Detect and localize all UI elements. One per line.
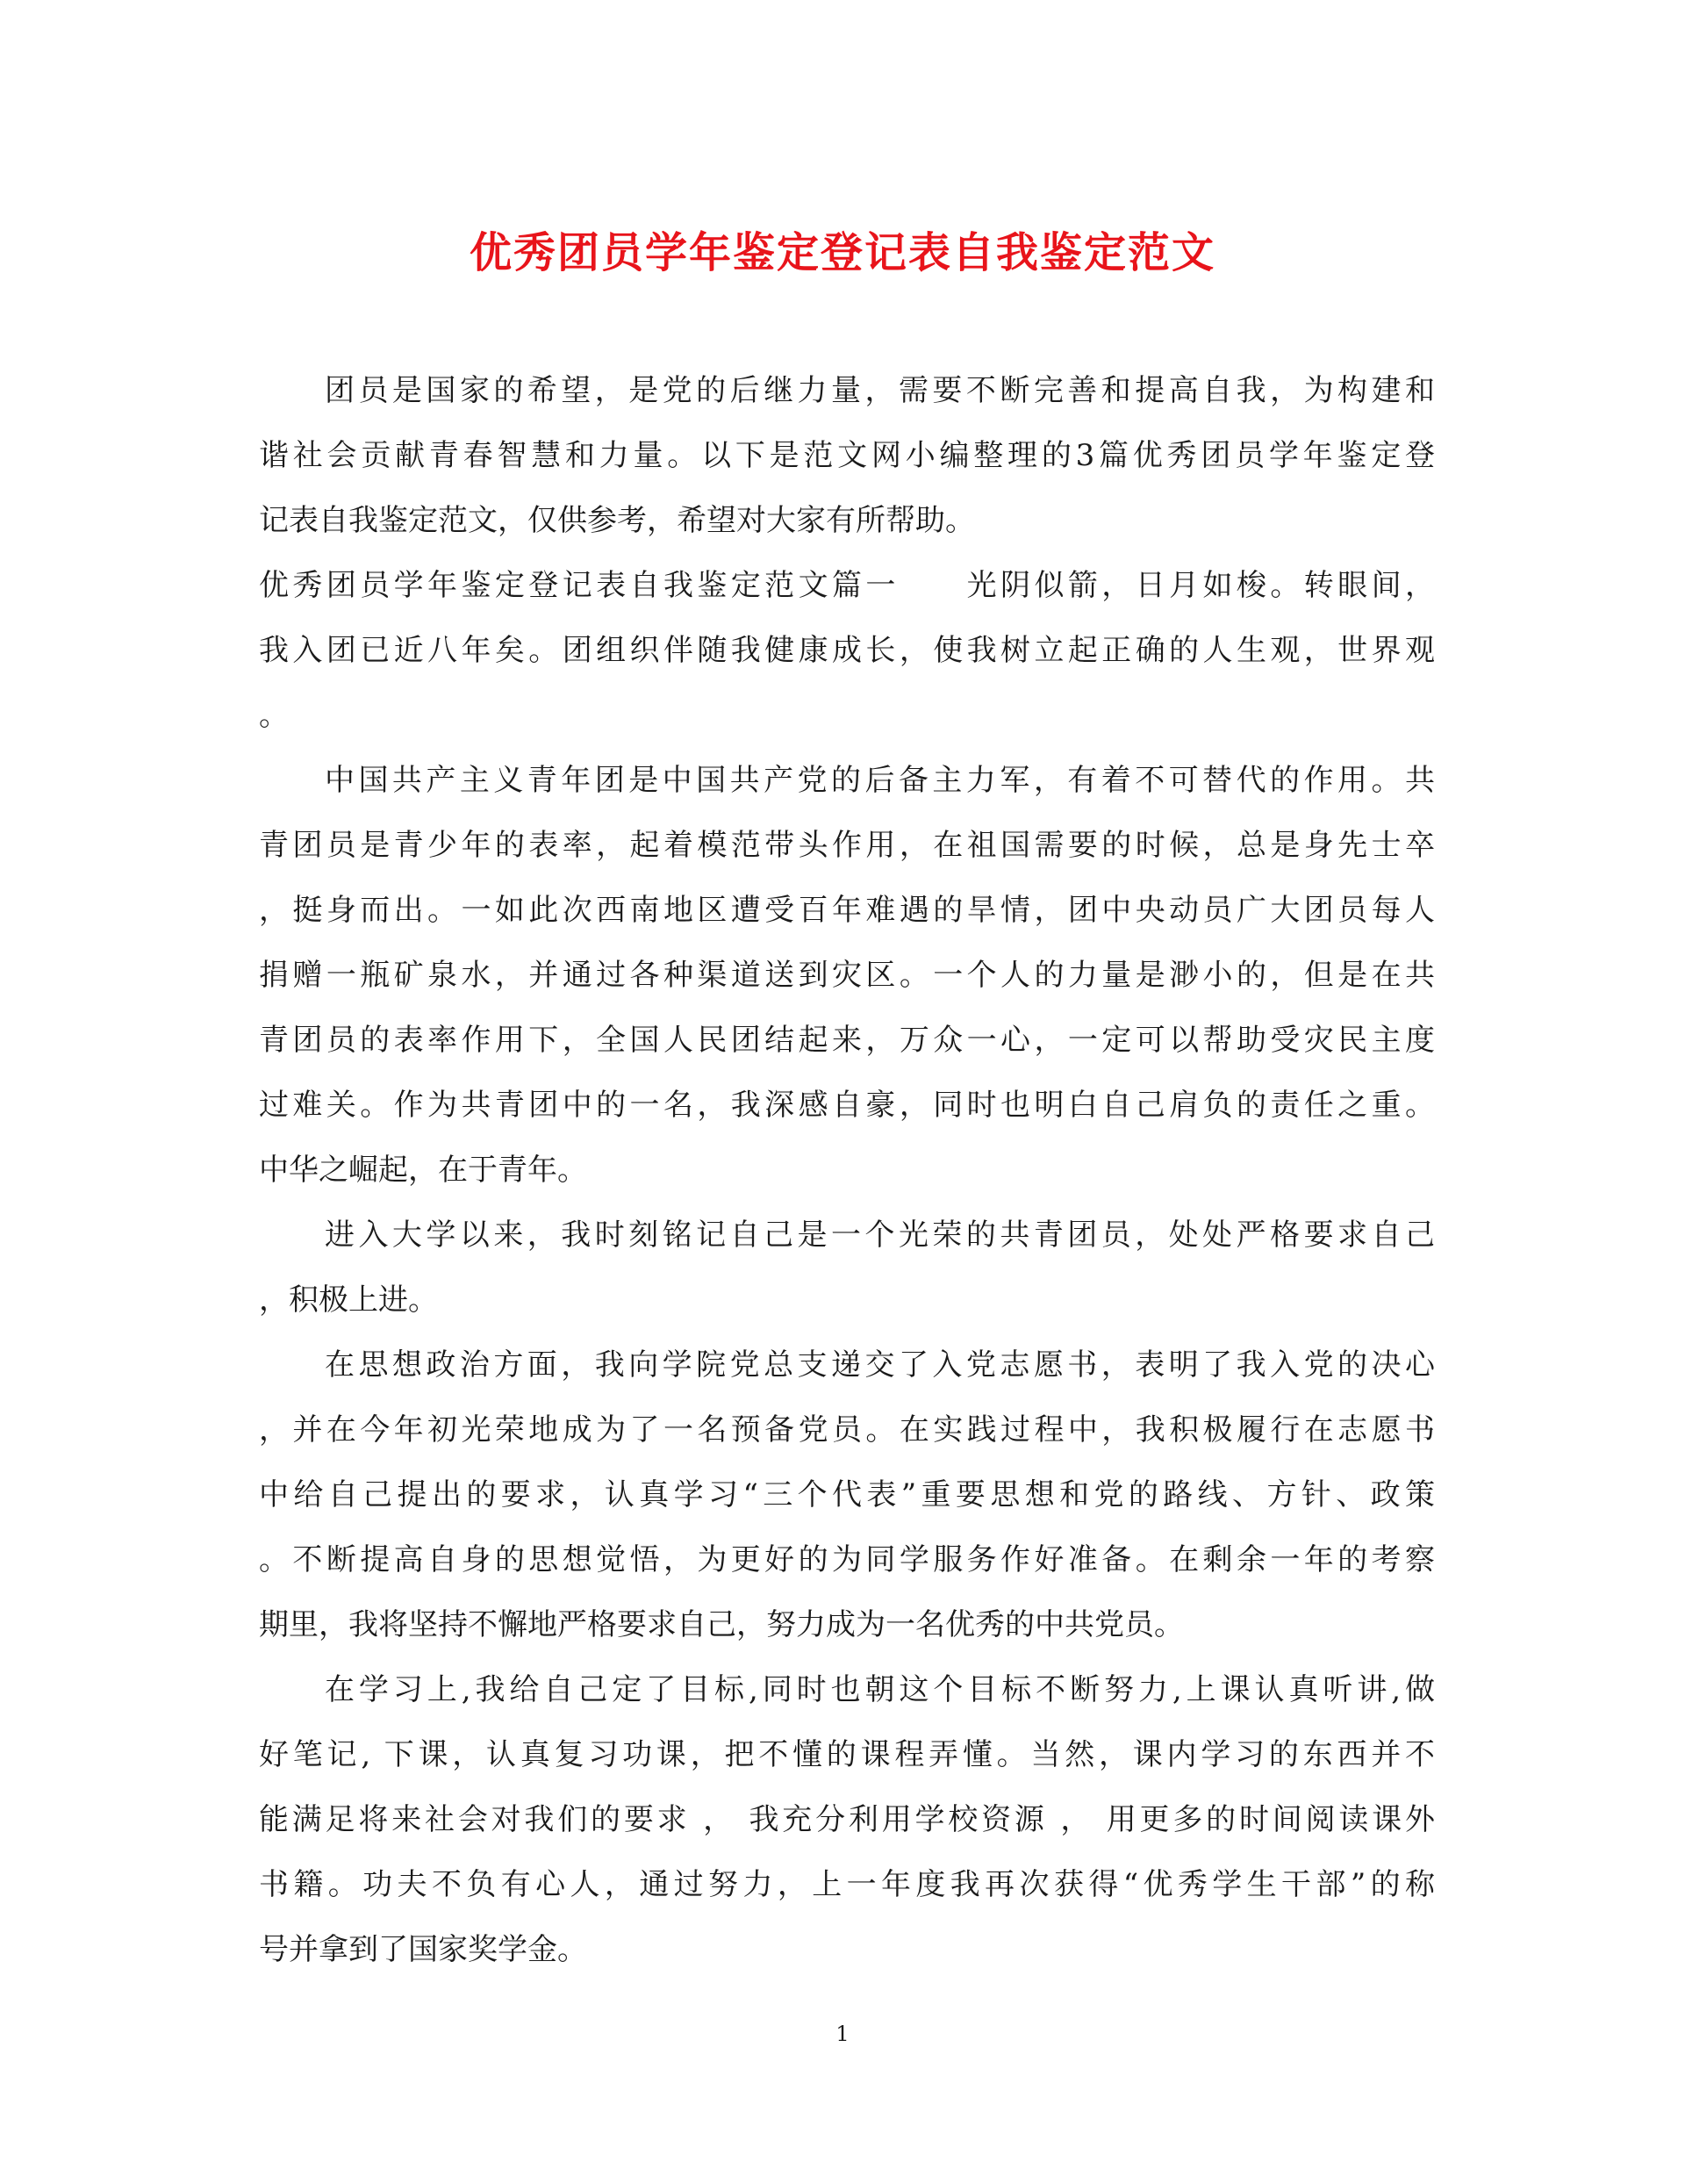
text-line: 团员是国家的希望，是党的后继力量，需要不断完善和提高自我，为构建和 (325, 373, 1435, 408)
text-line: 谐社会贡献青春智慧和力量。以下是范文网小编整理的3篇优秀团员学年鉴定登 (259, 438, 1435, 473)
text-line: 期里，我将坚持不懈地严格要求自己，努力成为一名优秀的中共党员。 (259, 1607, 1184, 1642)
text-line: ，并在今年初光荣地成为了一名预备党员。在实践过程中，我积极履行在志愿书 (259, 1412, 1435, 1448)
text-line: 号并拿到了国家奖学金。 (259, 1932, 587, 1967)
text-line: 青团员的表率作用下，全国人民团结起来，万众一心，一定可以帮助受灾民主度 (259, 1023, 1435, 1058)
text-line: 。 (259, 698, 289, 733)
text-line: 中国共产主义青年团是中国共产党的后备主力军，有着不可替代的作用。共 (325, 763, 1435, 798)
text-line: ，挺身而出。一如此次西南地区遭受百年难遇的旱情，团中央动员广大团员每人 (259, 893, 1435, 928)
text-line: ，积极上进。 (259, 1282, 438, 1318)
text-line: 中华之崛起，在于青年。 (259, 1153, 587, 1188)
text-line: 进入大学以来，我时刻铭记自己是一个光荣的共青团员，处处严格要求自己 (325, 1218, 1435, 1253)
text-line: 青团员是青少年的表率，起着模范带头作用，在祖国需要的时候，总是身先士卒 (259, 828, 1435, 863)
text-line: 记表自我鉴定范文，仅供参考，希望对大家有所帮助。 (259, 503, 975, 538)
text-line: 。不断提高自身的思想觉悟，为更好的为同学服务作好准备。在剩余一年的考察 (259, 1542, 1435, 1577)
text-line: 捐赠一瓶矿泉水，并通过各种渠道送到灾区。一个人的力量是渺小的，但是在共 (259, 958, 1435, 993)
text-line: 书籍。功夫不负有心人，通过努力，上一年度我再次获得“优秀学生干部”的称 (259, 1867, 1435, 1902)
text-line: 在思想政治方面，我向学院党总支递交了入党志愿书，表明了我入党的决心 (325, 1347, 1435, 1383)
text-line: 过难关。作为共青团中的一名，我深感自豪，同时也明白自己肩负的责任之重。 (259, 1088, 1435, 1123)
text-line: 我入团已近八年矣。团组织伴随我健康成长，使我树立起正确的人生观，世界观 (259, 633, 1435, 668)
page-number: 1 (835, 2022, 850, 2046)
document-title: 优秀团员学年鉴定登记表自我鉴定范文 (469, 228, 1215, 277)
text-line: 中给自己提出的要求，认真学习“三个代表”重要思想和党的路线、方针、政策 (259, 1477, 1435, 1512)
text-line: 好笔记, 下课，认真复习功课，把不懂的课程弄懂。当然，课内学习的东西并不 (259, 1737, 1435, 1772)
text-line: 优秀团员学年鉴定登记表自我鉴定范文篇一 光阴似箭，日月如梭。转眼间， (259, 568, 1435, 603)
text-line: 在学习上,我给自己定了目标,同时也朝这个目标不断努力,上课认真听讲,做 (325, 1672, 1435, 1707)
text-line: 能满足将来社会对我们的要求 ， 我充分利用学校资源 ， 用更多的时间阅读课外 (259, 1802, 1435, 1837)
